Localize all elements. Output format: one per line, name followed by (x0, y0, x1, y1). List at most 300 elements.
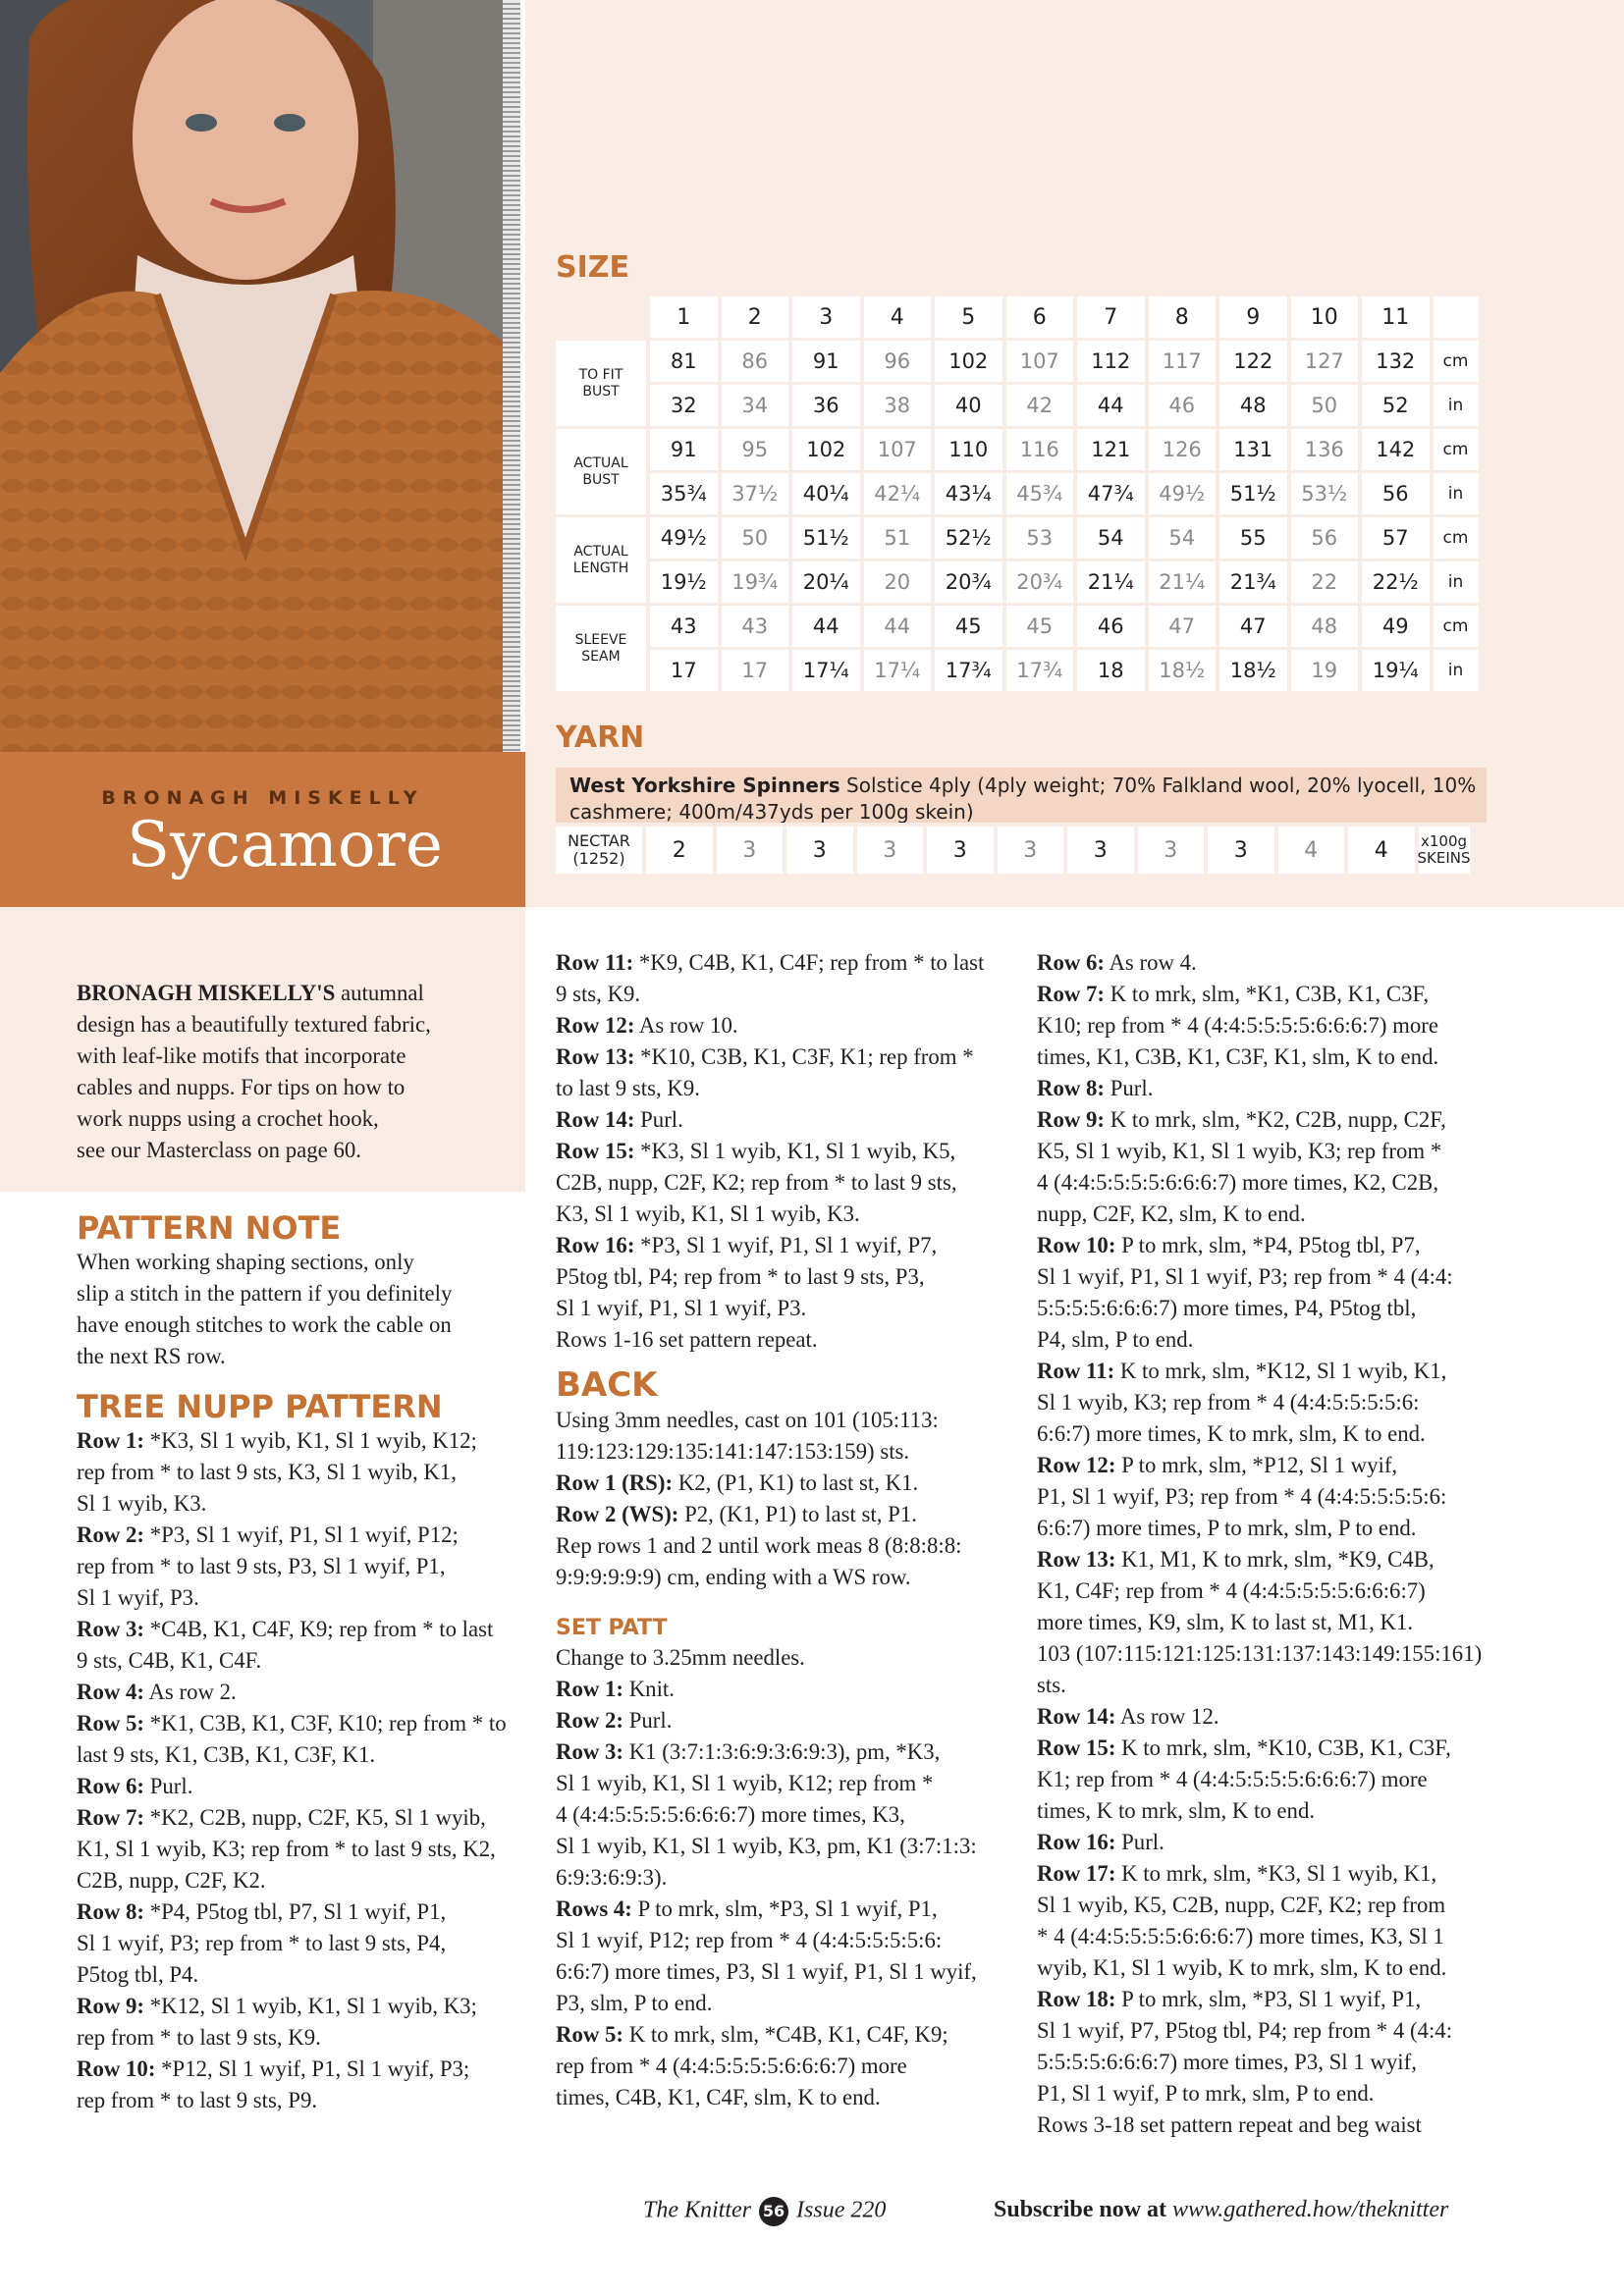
measurement-value: 37½ (722, 473, 789, 514)
row-label: Row 3: (77, 1617, 145, 1641)
text-line (1037, 1984, 1482, 2015)
row-label: Row 9: (77, 1994, 145, 2018)
text-line (77, 1959, 507, 1991)
row-text: K3, Sl 1 wyib, K1, Sl 1 wyib, K3. (556, 1201, 860, 1226)
measurement-row (650, 517, 1479, 559)
intro-lead: BRONAGH MISKELLY'S (77, 981, 336, 1005)
row-label: Row 9: (1037, 1107, 1106, 1132)
row-text: 4 (4:4:5:5:5:5:6:6:6:7) more times, K2, C2B, (1037, 1170, 1439, 1195)
measurement-value: 131 (1219, 429, 1287, 470)
text-line (1037, 1952, 1482, 1984)
row-label: Row 11: (1037, 1359, 1115, 1383)
row-text: K2, (P1, K1) to last st, K1. (673, 1470, 919, 1495)
text-line (1037, 1167, 1482, 1199)
row-text: P5tog tbl, P4. (77, 1962, 199, 1987)
measurement-value: 116 (1006, 429, 1074, 470)
text-line (77, 1341, 507, 1372)
intro-text: design has a beautifully textured fabric, (77, 1012, 431, 1037)
text-line (1037, 1513, 1482, 1544)
measurement-value: 47 (1219, 606, 1287, 647)
measurement-row (650, 341, 1479, 382)
row-label: Row 13: (556, 1044, 635, 1069)
row-text: *P12, Sl 1 wyif, P1, Sl 1 wyif, P3; (155, 2056, 470, 2081)
row-text: Sl 1 wyif, P12; rep from * 4 (4:4:5:5:5:5:6: (556, 1928, 943, 1952)
measurement-value: 17 (722, 650, 789, 691)
measurement-value: 46 (1149, 385, 1217, 426)
text-line (556, 1799, 984, 1831)
row-label: Row 18: (1037, 1987, 1116, 2011)
row-label: Row 16: (1037, 1830, 1116, 1854)
row-label: Row 2 (WS): (556, 1502, 679, 1526)
text-line (77, 1247, 507, 1278)
intro-text: work nupps using a crochet hook, (77, 1106, 379, 1131)
text-line (1037, 1701, 1482, 1733)
text-line (77, 1278, 507, 1309)
text-line (1037, 1136, 1482, 1167)
note-text: have enough stitches to work the cable on (77, 1312, 452, 1337)
set-patt-text: Change to 3.25mm needles. (556, 1645, 805, 1670)
measurement-value: 40 (935, 385, 1002, 426)
text-line (1037, 1795, 1482, 1827)
intro-text: autumnal (335, 981, 424, 1005)
text-line (556, 979, 984, 1010)
yarn-colour-name: NECTAR (568, 831, 630, 850)
measurement-value: 46 (1077, 606, 1145, 647)
row-text: K to mrk, slm, *K2, C2B, nupp, C2F, (1105, 1107, 1446, 1132)
row-text: *K1, C3B, K1, C3F, K10; rep from * to (144, 1711, 507, 1735)
row-label: Row 10: (1037, 1233, 1116, 1257)
tree-nupp-heading: TREE NUPP PATTERN (77, 1388, 443, 1425)
text-line (556, 1199, 984, 1230)
text-line (77, 1488, 507, 1520)
measurement-value: 51½ (1219, 473, 1287, 514)
row-text: rep from * 4 (4:4:5:5:5:5:6:6:6:7) more (556, 2054, 907, 2078)
text-line (556, 1530, 984, 1562)
text-line (1037, 1356, 1482, 1387)
measurement-value: 42 (1006, 385, 1074, 426)
measurement-value: 44 (1077, 385, 1145, 426)
text-line (77, 1708, 507, 1739)
measurement-row (650, 473, 1479, 514)
row-text: As row 12. (1115, 1704, 1219, 1729)
text-line (77, 1309, 507, 1341)
text-line (1037, 1890, 1482, 1921)
measurement-value: 49½ (650, 517, 718, 559)
row-text: rep from * to last 9 sts, K3, Sl 1 wyib, K1, (77, 1460, 457, 1484)
row-text: Purl. (1105, 1076, 1154, 1100)
text-line (77, 2085, 507, 2116)
text-line (556, 1499, 984, 1530)
row-text: P3, slm, P to end. (556, 1991, 713, 2015)
row-text: P to mrk, slm, *P3, Sl 1 wyif, P1, (631, 1896, 938, 1921)
measurement-value: 121 (1077, 429, 1145, 470)
measurement-value: 38 (864, 385, 932, 426)
row-text: Sl 1 wyib, K5, C2B, nupp, C2F, K2; rep from (1037, 1893, 1446, 1917)
measurement-value: 19 (1291, 650, 1359, 691)
back-text: 119:123:129:135:141:147:153:159) sts. (556, 1439, 910, 1464)
row-text: K to mrk, slm, *K3, Sl 1 wyib, K1, (1115, 1861, 1437, 1886)
row-text: P4, slm, P to end. (1037, 1327, 1194, 1352)
text-line (77, 1991, 507, 2022)
row-label: Row 10: (77, 2056, 156, 2081)
pattern-title: Sycamore (127, 809, 443, 881)
text-line (77, 1677, 507, 1708)
text-line (1037, 1481, 1482, 1513)
measurement-value: 127 (1291, 341, 1359, 382)
measurement-value: 49½ (1149, 473, 1217, 514)
measurement-value: 21¾ (1219, 561, 1287, 603)
measurement-value: 132 (1362, 341, 1430, 382)
text-line (1037, 2109, 1482, 2141)
measurement-value: 43¼ (935, 473, 1002, 514)
row-label: Row 4: (77, 1680, 145, 1704)
yarn-quantity: 3 (786, 827, 853, 874)
row-text: times, K1, C3B, K1, C3F, K1, slm, K to end. (1037, 1044, 1439, 1069)
spiral-binding (503, 0, 520, 752)
rows-repeat-text: Rows 1-16 set pattern repeat. (556, 1327, 818, 1352)
size-number: 5 (935, 296, 1002, 338)
text-line (556, 1862, 984, 1894)
row-text: K10; rep from * 4 (4:4:5:5:5:5:6:6:6:7) more (1037, 1013, 1439, 1038)
measurement-value: 42¼ (864, 473, 932, 514)
row-label: Row 1 (RS): (556, 1470, 674, 1495)
measurement-value: 21¼ (1149, 561, 1217, 603)
measurement-value: 17 (650, 650, 718, 691)
unit-label: cm (1434, 606, 1479, 647)
row-label: Row 17: (1037, 1861, 1116, 1886)
text-line (556, 1041, 984, 1073)
text-line (556, 2082, 984, 2113)
row-text: P to mrk, slm, *P3, Sl 1 wyif, P1, (1115, 1987, 1422, 2011)
size-number: 9 (1219, 296, 1287, 338)
row-text: K5, Sl 1 wyib, K1, Sl 1 wyib, K3; rep from * (1037, 1139, 1442, 1163)
size-number: 2 (722, 296, 789, 338)
measurement-row (650, 385, 1479, 426)
measurement-value: 52 (1362, 385, 1430, 426)
text-line (1037, 979, 1482, 1010)
row-text: *P3, Sl 1 wyif, P1, Sl 1 wyif, P12; (144, 1522, 459, 1547)
text-line (556, 1405, 984, 1436)
measurement-value: 20¼ (792, 561, 860, 603)
note-text: the next RS row. (77, 1344, 226, 1368)
text-line (556, 1925, 984, 1956)
text-line (1037, 1041, 1482, 1073)
measurement-value: 19¾ (722, 561, 789, 603)
text-line (1037, 1293, 1482, 1324)
rep-text: 9:9:9:9:9:9) cm, ending with a WS row. (556, 1565, 911, 1589)
row-text: As row 2. (144, 1680, 237, 1704)
note-text: slip a stitch in the pattern if you definitely (77, 1281, 453, 1306)
text-line (77, 1551, 507, 1582)
size-number: 11 (1362, 296, 1430, 338)
unit-label: cm (1434, 517, 1479, 559)
text-line (77, 1041, 507, 1072)
text-line (77, 1928, 507, 1959)
title-block (0, 752, 525, 907)
text-line (556, 2051, 984, 2082)
issue-number: Issue 220 (796, 2197, 887, 2223)
measurement-value: 54 (1149, 517, 1217, 559)
row-label: Row 5: (77, 1711, 145, 1735)
measurement-value: 45¾ (1006, 473, 1074, 514)
measurement-value: 91 (650, 429, 718, 470)
cover-photo (0, 0, 516, 752)
unit-label: in (1434, 561, 1479, 603)
measurement-value: 53 (1006, 517, 1074, 559)
text-line (556, 1831, 984, 1862)
row-text: Purl. (144, 1774, 193, 1798)
text-line (1037, 1199, 1482, 1230)
column-2 (556, 947, 984, 2113)
measurement-row (650, 650, 1479, 691)
text-line (556, 1293, 984, 1324)
unit-label: cm (1434, 341, 1479, 382)
text-line (1037, 2047, 1482, 2078)
row-text: K to mrk, slm, *C4B, K1, C4F, K9; (623, 2022, 948, 2047)
yarn-unit (1419, 827, 1470, 874)
note-text: When working shaping sections, only (77, 1250, 414, 1274)
text-line (556, 1988, 984, 2019)
unit-label: in (1434, 650, 1479, 691)
text-line (1037, 1733, 1482, 1764)
yarn-quantity: 4 (1278, 827, 1345, 874)
text-line (77, 1802, 507, 1834)
row-text: 9 sts, K9. (556, 982, 641, 1006)
row-text: Sl 1 wyif, P7, P5tog tbl, P4; rep from * 4 (4:4: (1037, 2018, 1453, 2043)
row-text: Purl. (623, 1708, 673, 1733)
measurement-label: SLEEVE SEAM (556, 606, 646, 691)
yarn-quantity: 3 (1138, 827, 1205, 874)
yarn-heading: YARN (556, 721, 645, 755)
row-text: *C4B, K1, C4F, K9; rep from * to last (144, 1617, 494, 1641)
row-text: Sl 1 wyif, P1, Sl 1 wyif, P3; rep from * 4 (4:4: (1037, 1264, 1453, 1289)
subscribe-url[interactable]: www.gathered.how/theknitter (1172, 2197, 1449, 2222)
row-text: rep from * to last 9 sts, P9. (77, 2088, 318, 2112)
size-number: 10 (1291, 296, 1359, 338)
text-line (1037, 1638, 1482, 1670)
row-text: P1, Sl 1 wyif, P3; rep from * 4 (4:4:5:5:5:5:6: (1037, 1484, 1447, 1509)
measurement-label: ACTUAL LENGTH (556, 517, 646, 603)
row-text: Purl. (1115, 1830, 1164, 1854)
text-line (556, 1642, 984, 1674)
measurement-value: 102 (792, 429, 860, 470)
measurement-value: 117 (1149, 341, 1217, 382)
text-line (1037, 1921, 1482, 1952)
row-text: K1, C4F; rep from * 4 (4:4:5:5:5:5:6:6:6:7) (1037, 1578, 1426, 1603)
text-line (1037, 1764, 1482, 1795)
size-number: 8 (1149, 296, 1217, 338)
size-number-row (650, 296, 1479, 338)
measurement-value: 17¼ (792, 650, 860, 691)
measurement-row (650, 606, 1479, 647)
text-line (1037, 2078, 1482, 2109)
text-line (1037, 1010, 1482, 1041)
text-line (77, 1865, 507, 1896)
measurement-value: 142 (1362, 429, 1430, 470)
row-label: Row 15: (1037, 1735, 1116, 1760)
text-line (77, 1425, 507, 1457)
row-label: Row 8: (77, 1899, 145, 1924)
row-label: Row 15: (556, 1139, 635, 1163)
row-text: *K9, C4B, K1, C4F; rep from * to last (633, 950, 985, 975)
measurement-value: 54 (1077, 517, 1145, 559)
measurement-value: 20¾ (935, 561, 1002, 603)
unit-label: in (1434, 473, 1479, 514)
text-line (1037, 1450, 1482, 1481)
measurement-value: 40¼ (792, 473, 860, 514)
row-label: Row 14: (1037, 1704, 1116, 1729)
text-line (1037, 1544, 1482, 1575)
row-text: *P3, Sl 1 wyif, P1, Sl 1 wyif, P7, (634, 1233, 938, 1257)
row-text: times, K to mrk, slm, K to end. (1037, 1798, 1316, 1823)
row-text: more times, K9, slm, K to last st, M1, K1. (1037, 1610, 1414, 1634)
measurement-value: 18½ (1149, 650, 1217, 691)
magazine-name: The Knitter (643, 2197, 752, 2223)
intro-text: cables and nupps. For tips on how to (77, 1075, 406, 1099)
row-text: * 4 (4:4:5:5:5:5:6:6:6:7) more times, K3, Sl 1 (1037, 1924, 1444, 1949)
yarn-description-line2: cashmere; 400m/437yds per 100g skein) (569, 800, 974, 823)
row-label: Row 7: (77, 1805, 145, 1830)
back-heading: BACK (556, 1365, 658, 1405)
measurement-value: 107 (1006, 341, 1074, 382)
measurement-value: 81 (650, 341, 718, 382)
measurement-value: 51½ (792, 517, 860, 559)
page-number: 56 (759, 2197, 788, 2226)
row-label: Row 16: (556, 1233, 635, 1257)
row-text: K to mrk, slm, *K12, Sl 1 wyib, K1, (1114, 1359, 1447, 1383)
row-text: Sl 1 wyif, P3. (77, 1585, 199, 1610)
yarn-block (556, 768, 1487, 874)
measurement-value: 35¾ (650, 473, 718, 514)
row-text: to last 9 sts, K9. (556, 1076, 700, 1100)
row-text: P to mrk, slm, *P12, Sl 1 wyif, (1115, 1453, 1398, 1477)
row-label: Row 14: (556, 1107, 635, 1132)
intro-text: see our Masterclass on page 60. (77, 1138, 361, 1162)
yarn-quantity: 3 (717, 827, 784, 874)
column-3 (1037, 947, 1482, 2141)
yarn-quantity: 4 (1348, 827, 1415, 874)
text-line (556, 1956, 984, 1988)
text-line (1037, 947, 1482, 979)
yarn-description (556, 768, 1487, 823)
text-line (556, 1136, 984, 1167)
measurement-value: 122 (1219, 341, 1287, 382)
subscribe-text: Subscribe now at (994, 2197, 1167, 2222)
row-text: As row 4. (1105, 950, 1197, 975)
text-line (77, 1135, 507, 1166)
row-label: Row 1: (77, 1428, 145, 1453)
measurement-value: 21¼ (1077, 561, 1145, 603)
measurement-value: 50 (722, 517, 789, 559)
measurement-value: 47 (1149, 606, 1217, 647)
row-text: Sl 1 wyif, P1, Sl 1 wyif, P3. (556, 1296, 807, 1320)
row-text: K1; rep from * 4 (4:4:5:5:5:5:6:6:6:7) more (1037, 1767, 1428, 1791)
text-line (77, 2022, 507, 2054)
row-text: 4 (4:4:5:5:5:5:6:6:6:7) more times, K3, (556, 1802, 905, 1827)
measurement-value: 19½ (650, 561, 718, 603)
row-text: 6:6:7) more times, P to mrk, slm, P to end. (1037, 1516, 1417, 1540)
row-text: *K10, C3B, K1, C3F, K1; rep from * (634, 1044, 974, 1069)
yarn-quantity-row (556, 827, 1487, 874)
text-line (77, 1834, 507, 1865)
measurement-value: 45 (1006, 606, 1074, 647)
text-line (556, 1736, 984, 1768)
footer-magazine (643, 2197, 886, 2226)
measurement-value: 17¾ (935, 650, 1002, 691)
measurement-value: 55 (1219, 517, 1287, 559)
text-line (77, 1520, 507, 1551)
text-line (556, 1562, 984, 1593)
text-line (1037, 1670, 1482, 1701)
text-line (77, 1103, 507, 1135)
size-number: 4 (864, 296, 932, 338)
text-line (1037, 1104, 1482, 1136)
measurement-value: 48 (1219, 385, 1287, 426)
measurement-value: 50 (1291, 385, 1359, 426)
row-label: Row 13: (1037, 1547, 1116, 1572)
row-text: 5:5:5:5:6:6:6:7) more times, P3, Sl 1 wyif, (1037, 2050, 1417, 2074)
measurement-value: 52½ (935, 517, 1002, 559)
designer-name: BRONAGH MISKELLY (101, 787, 424, 809)
text-line (556, 947, 984, 979)
measurement-value: 43 (722, 606, 789, 647)
measurement-value: 34 (722, 385, 789, 426)
row-label: Row 2: (77, 1522, 145, 1547)
row-text: rep from * to last 9 sts, P3, Sl 1 wyif, P1, (77, 1554, 446, 1578)
size-table (556, 296, 1487, 689)
row-text: Sl 1 wyib, K1, Sl 1 wyib, K12; rep from * (556, 1771, 934, 1795)
text-line (556, 1674, 984, 1705)
row-text: 6:6:7) more times, P3, Sl 1 wyif, P1, Sl 1 wyif, (556, 1959, 977, 1984)
text-line (77, 1614, 507, 1645)
text-line (1037, 1230, 1482, 1261)
measurement-value: 18 (1077, 650, 1145, 691)
row-text: P to mrk, slm, *P4, P5tog tbl, P7, (1115, 1233, 1421, 1257)
row-label: Row 11: (556, 950, 634, 975)
pattern-note-heading: PATTERN NOTE (77, 1209, 342, 1247)
yarn-quantity: 3 (1067, 827, 1134, 874)
row-text: rep from * to last 9 sts, K9. (77, 2025, 321, 2050)
intro-text: with leaf-like motifs that incorporate (77, 1043, 406, 1068)
measurement-value: 45 (935, 606, 1002, 647)
measurement-value: 91 (792, 341, 860, 382)
text-line (77, 1739, 507, 1771)
text-line (556, 1230, 984, 1261)
text-line (556, 1167, 984, 1199)
measurement-value: 53½ (1291, 473, 1359, 514)
measurement-value: 48 (1291, 606, 1359, 647)
row-label: Row 12: (1037, 1453, 1116, 1477)
model-photo-illustration (0, 0, 516, 752)
text-line (1037, 1418, 1482, 1450)
measurement-value: 22 (1291, 561, 1359, 603)
unit-label: in (1434, 385, 1479, 426)
measurement-value: 95 (722, 429, 789, 470)
text-line (556, 1324, 984, 1356)
set-patt-heading: SET PATT (556, 1616, 668, 1640)
back-text: Using 3mm needles, cast on 101 (105:113: (556, 1408, 939, 1432)
yarn-quantity: 3 (857, 827, 924, 874)
row-label: Row 2: (556, 1708, 624, 1733)
text-line (556, 1468, 984, 1499)
size-number: 6 (1006, 296, 1074, 338)
measurement-value: 57 (1362, 517, 1430, 559)
text-line (77, 1582, 507, 1614)
row-text: *K2, C2B, nupp, C2F, K5, Sl 1 wyib, (144, 1805, 486, 1830)
row-text: 103 (107:115:121:125:131:137:143:149:155:161) (1037, 1641, 1483, 1666)
row-text: K1, Sl 1 wyib, K3; rep from * to last 9 sts, K2, (77, 1837, 496, 1861)
text-line (1037, 1073, 1482, 1104)
